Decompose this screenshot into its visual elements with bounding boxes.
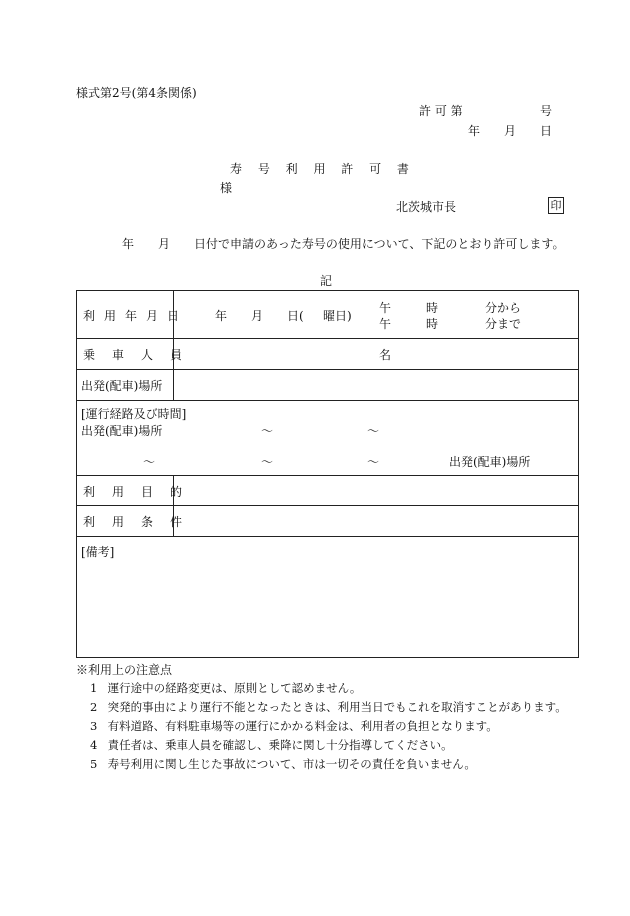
addressee-suffix: 様 <box>220 181 233 195</box>
note-text: 突発的事由により運行不能となったときは、利用当日でもこれを取消すことがあります。 <box>107 700 567 714</box>
passengers-label: 乗車人員 <box>83 348 200 362</box>
note-number: 1 <box>90 681 98 695</box>
note-item <box>90 737 453 753</box>
body-month: 月 <box>158 237 171 251</box>
route-end: 出発(配車)場所 <box>449 455 531 469</box>
route-start: 出発(配車)場所 <box>81 424 163 438</box>
note-number: 2 <box>90 700 98 714</box>
ki-mark: 記 <box>320 274 333 288</box>
note-number: 5 <box>90 757 98 771</box>
note-number: 3 <box>90 719 98 733</box>
seal-stamp: 印 <box>548 197 564 214</box>
date-year-cell: 年 <box>215 309 228 323</box>
row-divider <box>77 400 578 401</box>
issuer-name: 北茨城市長 <box>396 200 457 214</box>
date-month-cell: 月 <box>251 309 264 323</box>
end-minute: 分まで <box>485 317 522 331</box>
note-text: 有料道路、有料駐車場等の運行にかかる料金は、利用者の負担となります。 <box>107 719 498 733</box>
permit-number-suffix: 号 <box>540 104 553 118</box>
date-day-cell: 日( <box>287 309 304 323</box>
row-divider <box>77 505 578 506</box>
departure-label: 出発(配車)場所 <box>81 379 163 393</box>
date-weekday-cell: 曜日) <box>323 309 352 323</box>
notes-heading: ※利用上の注意点 <box>76 663 173 677</box>
remarks-label: [備考] <box>81 545 115 559</box>
route-tilde: 〜 <box>143 455 156 469</box>
note-text: 寿号利用に関し生じた事故について、市は一切その責任を負いません。 <box>107 757 476 771</box>
passengers-unit: 名 <box>379 348 392 362</box>
route-tilde: 〜 <box>261 424 274 438</box>
note-text: 責任者は、乗車人員を確認し、乗降に関し十分指導してください。 <box>107 738 453 752</box>
end-hour: 時 <box>426 317 439 331</box>
start-minute: 分から <box>485 301 522 315</box>
permit-number-prefix: 許 可 第 <box>419 104 463 118</box>
note-text: 運行途中の経路変更は、原則として認めません。 <box>107 681 362 695</box>
date-month: 月 <box>504 124 517 138</box>
date-label: 利用年月日 <box>83 309 189 323</box>
route-heading: [運行経路及び時間] <box>81 407 187 421</box>
note-item <box>90 680 361 696</box>
body-text: 日付で申請のあった寿号の使用について、下記のとおり許可します。 <box>194 237 565 251</box>
body-year: 年 <box>122 237 135 251</box>
note-item <box>90 699 567 715</box>
purpose-label: 利用目的 <box>83 485 200 499</box>
row-divider <box>77 475 578 476</box>
form-number: 様式第2号(第4条関係) <box>76 86 197 100</box>
row-divider <box>77 369 578 370</box>
start-hour: 時 <box>426 301 439 315</box>
document-title: 寿 号 利 用 許 可 書 <box>230 162 415 176</box>
row-divider <box>77 536 578 537</box>
date-year: 年 <box>468 124 481 138</box>
note-number: 4 <box>90 738 98 752</box>
permit-table <box>76 290 579 658</box>
row-divider <box>77 338 578 339</box>
end-ampm: 午 <box>379 317 392 331</box>
date-day: 日 <box>540 124 553 138</box>
route-tilde: 〜 <box>367 455 380 469</box>
start-ampm: 午 <box>379 301 392 315</box>
conditions-label: 利用条件 <box>83 515 200 529</box>
route-tilde: 〜 <box>261 455 274 469</box>
route-tilde: 〜 <box>367 424 380 438</box>
note-item <box>90 718 498 734</box>
note-item <box>90 756 476 772</box>
